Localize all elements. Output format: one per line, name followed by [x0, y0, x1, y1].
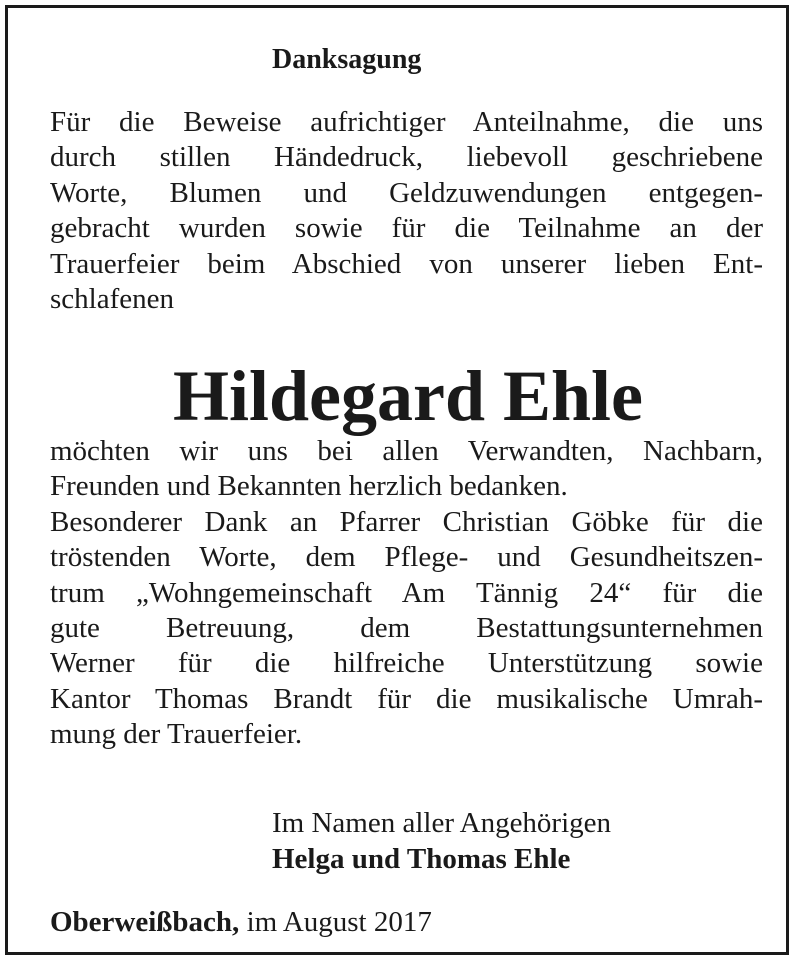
text-line: gute Betreuung, dem Bestattungsunternehmen — [50, 611, 763, 644]
place-town: Oberweißbach, — [50, 906, 240, 938]
obituary-notice — [5, 5, 789, 955]
text-line: möchten wir uns bei allen Verwandten, Nachbarn, — [50, 435, 763, 467]
deceased-name: Hildegard Ehle — [172, 356, 644, 436]
text-line: mung der Trauerfeier. — [50, 718, 303, 751]
text-line: durch stillen Händedruck, liebevoll geschriebene — [50, 141, 763, 174]
text-line: Für die Beweise aufrichtiger Anteilnahme, die uns — [50, 106, 763, 138]
text-line: Freunden und Bekannten herzlich bedanken. — [50, 470, 568, 503]
intro-paragraph — [50, 105, 763, 317]
signature-intro: Im Namen aller Angehörigen — [272, 807, 612, 839]
text-line: Trauerfeier beim Abschied von unserer lieben Ent- — [50, 247, 763, 280]
text-line: tröstenden Worte, dem Pflege- und Gesundheitszen- — [50, 541, 763, 574]
place-date-text: im August 2017 — [239, 906, 432, 938]
text-line: Kantor Thomas Brandt für die musikalische Umrah- — [50, 682, 763, 715]
text-line: Besonderer Dank an Pfarrer Christian Göbke für die — [50, 505, 763, 538]
notice-heading: Danksagung — [272, 44, 422, 75]
thanks-paragraph — [50, 434, 763, 753]
place-date — [50, 903, 432, 941]
text-line: Worte, Blumen und Geldzuwendungen entgegen- — [50, 176, 763, 209]
text-line: trum „Wohngemeinschaft Am Tännig 24“ für die — [50, 576, 763, 609]
text-line: Werner für die hilfreiche Unterstützung sowie — [50, 647, 763, 680]
signature-names: Helga und Thomas Ehle — [272, 843, 571, 875]
text-line: schlafenen — [50, 282, 174, 315]
text-line: gebracht wurden sowie für die Teilnahme an der — [50, 212, 763, 245]
